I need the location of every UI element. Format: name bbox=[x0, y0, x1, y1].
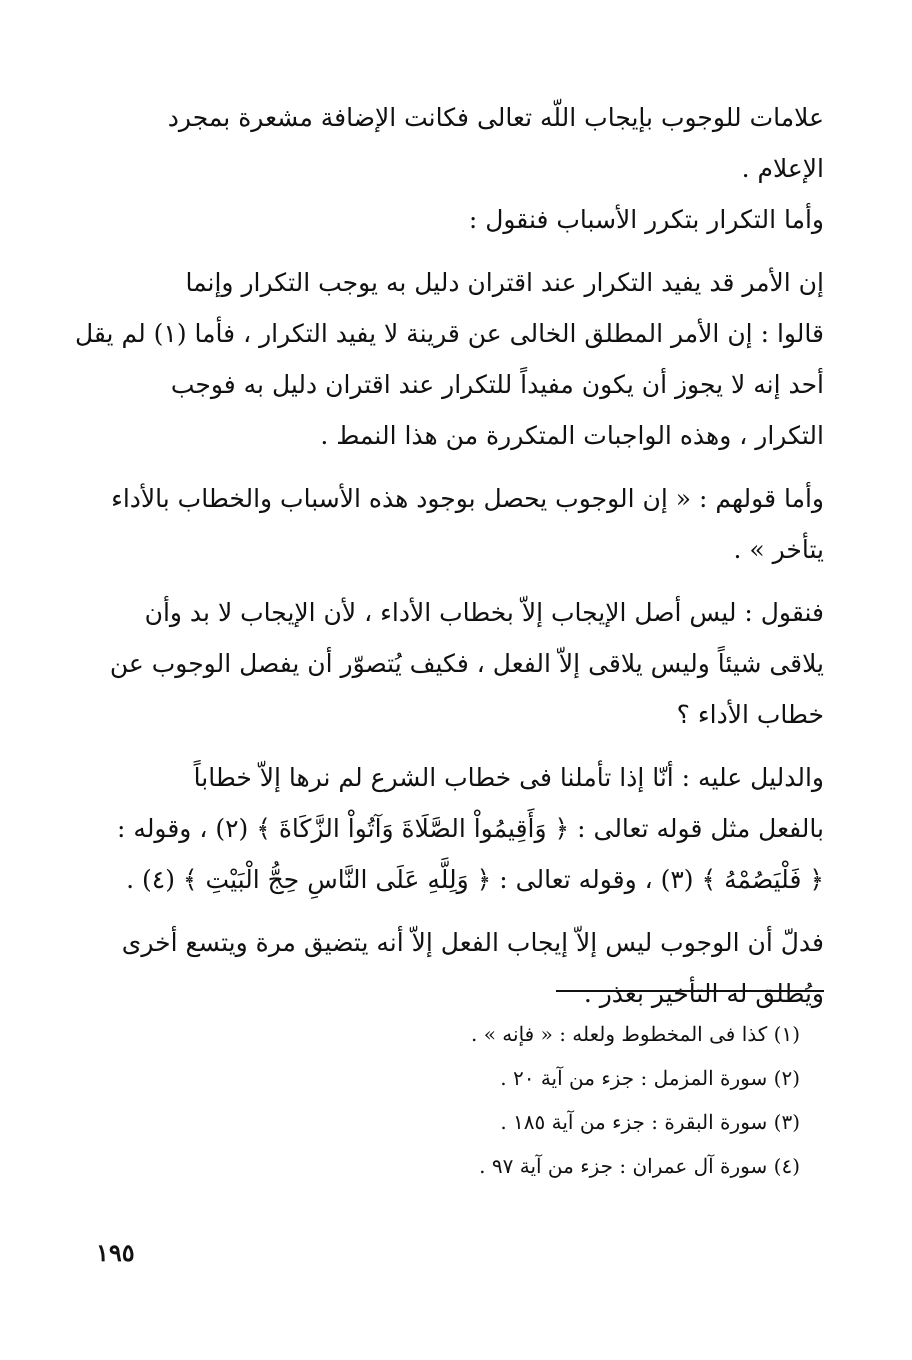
text-line: أحد إنه لا يجوز أن يكون مفيداً للتكرار عند اقتران دليل به فوجب bbox=[170, 370, 824, 399]
paragraph-4 bbox=[112, 473, 824, 575]
text-line: يتأخر » . bbox=[733, 535, 824, 564]
text-line: علامات للوجوب بإيجاب اللّه تعالى فكانت الإضافة مشعرة بمجرد bbox=[167, 103, 824, 132]
paragraph-2 bbox=[112, 194, 824, 245]
text-line: فدلّ أن الوجوب ليس إلاّ إيجاب الفعل إلاّ أنه يتضيق مرة ويتسع أخرى bbox=[121, 928, 824, 957]
paragraph-5 bbox=[109, 587, 824, 740]
text-line: فنقول : ليس أصل الإيجاب إلاّ بخطاب الأداء ، لأن الإيجاب لا بد وأن bbox=[144, 598, 824, 627]
footnote-divider bbox=[556, 990, 824, 992]
text-line: إن الأمر قد يفيد التكرار عند اقتران دليل به يوجب التكرار وإنما bbox=[185, 268, 824, 297]
footnotes bbox=[300, 1012, 800, 1188]
paragraph-3 bbox=[74, 257, 824, 461]
text-line: وأما التكرار بتكرر الأسباب فنقول : bbox=[468, 205, 824, 234]
text-line: قالوا : إن الأمر المطلق الخالى عن قرينة لا يفيد التكرار ، فأما (١) لم يقل bbox=[74, 319, 824, 348]
footnote: (١) كذا فى المخطوط ولعله : « فإنه » . bbox=[470, 1022, 800, 1046]
paragraph-1 bbox=[112, 92, 824, 194]
footnote: (٢) سورة المزمل : جزء من آية ٢٠ . bbox=[500, 1066, 800, 1090]
text-line: يلاقى شيئاً وليس يلاقى إلاّ الفعل ، فكيف يُتصوّر أن يفصل الوجوب عن bbox=[109, 649, 824, 678]
footnote: (٣) سورة البقرة : جزء من آية ١٨٥ . bbox=[500, 1110, 800, 1134]
text-line: خطاب الأداء ؟ bbox=[676, 700, 824, 729]
text-line: والدليل عليه : أنّا إذا تأملنا فى خطاب الشرع لم نرها إلاّ خطاباً bbox=[193, 763, 824, 792]
text-line: بالفعل مثل قوله تعالى : ﴿ وَأَقِيمُواْ الصَّلَاةَ وَآتُواْ الزَّكَاةَ ﴾ (٢) ، وقوله : bbox=[117, 814, 824, 843]
main-text bbox=[74, 92, 824, 1019]
text-line: الإعلام . bbox=[741, 154, 824, 183]
paragraph-6 bbox=[112, 752, 824, 905]
text-line: التكرار ، وهذه الواجبات المتكررة من هذا النمط . bbox=[320, 421, 824, 450]
text-line: ويُطلق له التأخير بعذر . bbox=[583, 979, 824, 1008]
text-line: ﴿ فَلْيَصُمْهُ ﴾ (٣) ، وقوله تعالى : ﴿ وَلِلَّهِ عَلَى النَّاسِ حِجُّ الْبَيْتِ ﴾ (٤) . bbox=[126, 865, 824, 894]
paragraph-7 bbox=[112, 917, 824, 1019]
footnote: (٤) سورة آل عمران : جزء من آية ٩٧ . bbox=[479, 1154, 800, 1178]
page-number: ١٩٥ bbox=[96, 1238, 135, 1267]
text-line: وأما قولهم : « إن الوجوب يحصل بوجود هذه الأسباب والخطاب بالأداء bbox=[111, 484, 824, 513]
